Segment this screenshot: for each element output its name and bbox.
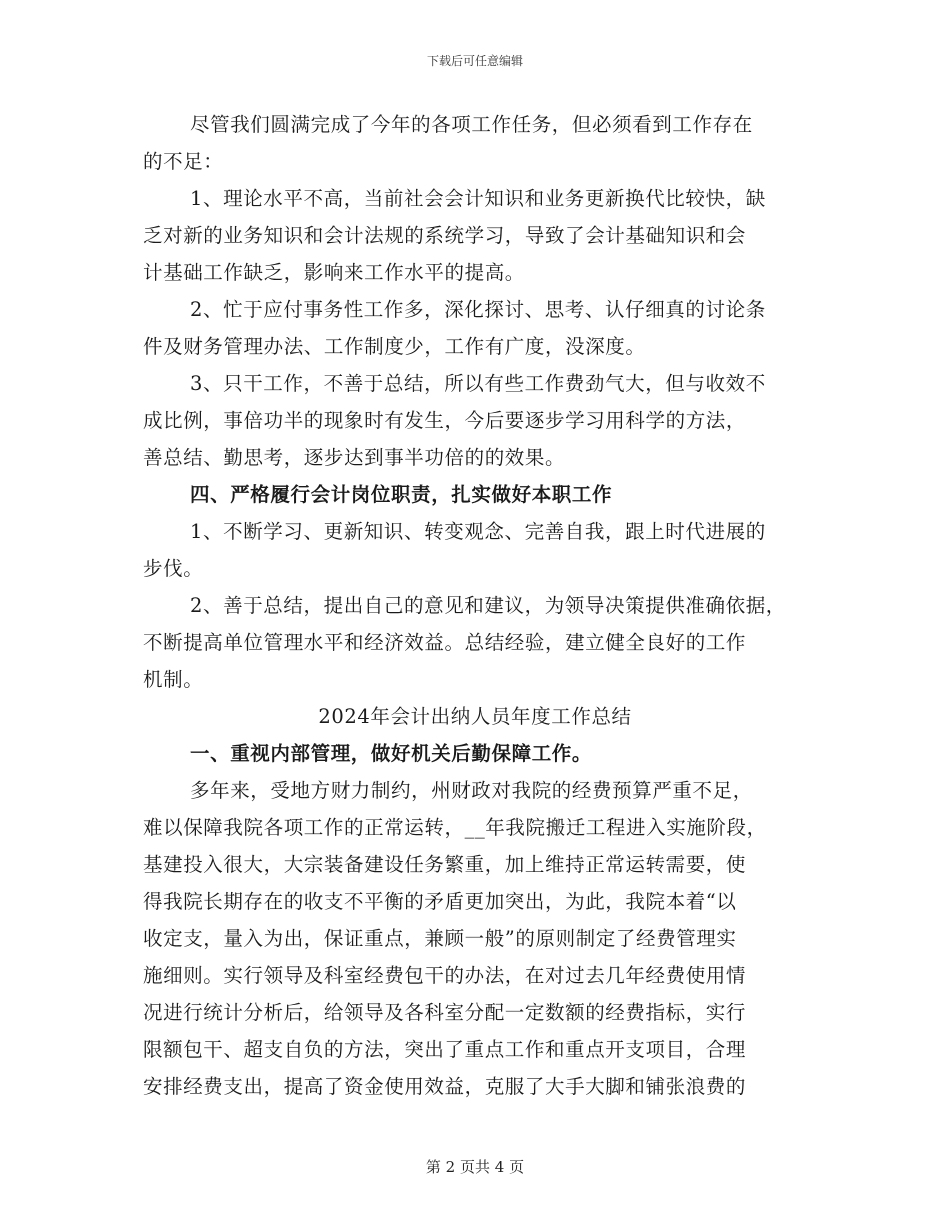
text-line: 得我院长期存在的收支不平衡的矛盾更加突出，为此，我院本着“以 xyxy=(143,890,737,913)
text-line: 1、不断学习、更新知识、转变观念、完善自我，跟上时代进展的 xyxy=(190,520,766,543)
section-title: 2024年会计出纳人员年度工作总结 xyxy=(318,705,632,728)
text-line: 善总结、勤思考，逐步达到事半功倍的的效果。 xyxy=(143,446,566,469)
text-line: 收定支，量入为出，保证重点，兼顾一般”的原则制定了经费管理实 xyxy=(143,927,737,950)
text-line: 1、理论水平不高，当前社会会计知识和业务更新换代比较快，缺 xyxy=(190,187,766,210)
text-line: 2、善于总结，提出自己的意见和建议，为领导决策提供准确依据， xyxy=(190,594,786,617)
text-line: 基建投入很大，大宗装备建设任务繁重，加上维持正常运转需要，使 xyxy=(143,853,747,876)
text-line: 计基础工作缺乏，影响来工作水平的提高。 xyxy=(143,261,525,284)
text-line: 况进行统计分析后，给领导及各科室分配一定数额的经费指标，实行 xyxy=(143,1001,747,1024)
text-line: 2、忙于应付事务性工作多，深化探讨、思考、认仔细真的讨论条 xyxy=(190,298,766,321)
text-line: 机制。 xyxy=(143,668,204,691)
text-line: 安排经费支出，提高了资金使用效益，克服了大手大脚和铺张浪费的 xyxy=(143,1075,747,1098)
text-line: 3、只干工作，不善于总结，所以有些工作费劲气大，但与收效不 xyxy=(190,372,766,395)
text-line: 乏对新的业务知识和会计法规的系统学习，导致了会计基础知识和会 xyxy=(143,224,747,247)
text-line: 施细则。实行领导及科室经费包干的办法，在对过去几年经费使用情 xyxy=(143,964,747,987)
text-line: 难以保障我院各项工作的正常运转，__年我院搬迁工程进入实施阶段， xyxy=(143,816,767,839)
document-body xyxy=(143,106,807,1105)
text-line: 多年来，受地方财力制约，州财政对我院的经费预算严重不足， xyxy=(190,779,753,802)
page-footer: 第 2 页共 4 页 xyxy=(425,1158,525,1176)
section-heading: 一、重视内部管理，做好机关后勤保障工作。 xyxy=(190,742,593,765)
text-line: 步伐。 xyxy=(143,557,204,580)
text-line: 成比例，事倍功半的现象时有发生，今后要逐步学习用科学的方法， xyxy=(143,409,747,432)
text-line: 限额包干、超支自负的方法，突出了重点工作和重点开支项目，合理 xyxy=(143,1038,747,1061)
text-line: 件及财务管理办法、工作制度少，工作有广度，没深度。 xyxy=(143,335,646,358)
page-header: 下载后可任意编辑 xyxy=(426,54,523,68)
text-line: 的不足： xyxy=(143,150,224,173)
section-heading: 四、严格履行会计岗位职责，扎实做好本职工作 xyxy=(190,483,613,506)
text-line: 尽管我们圆满完成了今年的各项工作任务，但必须看到工作存在 xyxy=(190,113,753,136)
text-line: 不断提高单位管理水平和经济效益。总结经验，建立健全良好的工作 xyxy=(143,631,747,654)
